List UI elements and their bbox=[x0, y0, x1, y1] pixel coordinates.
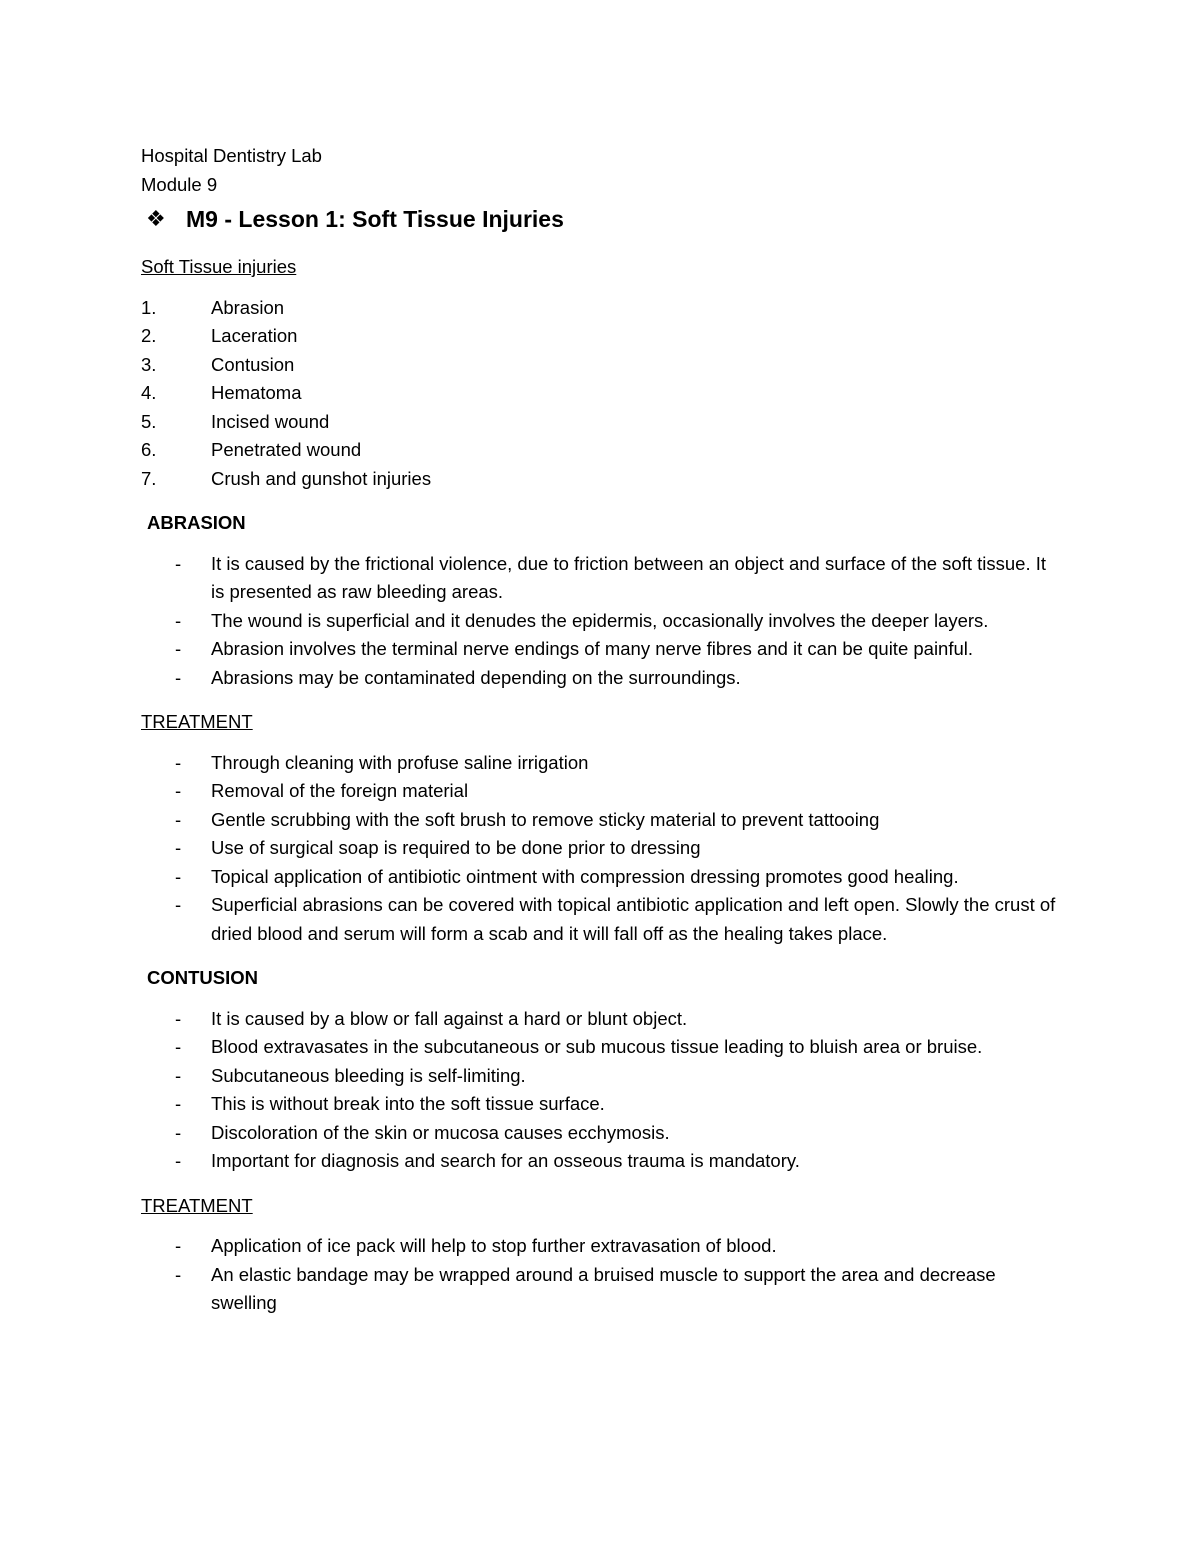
dash-bullet: - bbox=[175, 894, 182, 915]
list-item bbox=[141, 1062, 1061, 1091]
list-item bbox=[141, 1033, 1061, 1062]
course-name: Hospital Dentistry Lab bbox=[141, 145, 322, 166]
dash-bullet: - bbox=[175, 780, 182, 801]
list-item bbox=[141, 891, 1061, 948]
list-item-text: Penetrated wound bbox=[211, 439, 362, 460]
dash-bullet: - bbox=[175, 1036, 182, 1057]
list-item bbox=[141, 408, 1061, 437]
list-item-text: Abrasions may be contaminated depending on the surroundings. bbox=[211, 666, 741, 688]
dash-bullet: - bbox=[175, 666, 182, 688]
list-item bbox=[141, 863, 1061, 892]
contusion-points-list bbox=[141, 1005, 1061, 1176]
list-item-text: An elastic bandage may be wrapped around a bruised muscle to support the area and decrease swelling bbox=[211, 1263, 996, 1313]
dash-bullet: - bbox=[175, 1263, 182, 1285]
list-item-text: Important for diagnosis and search for an osseous trauma is mandatory. bbox=[211, 1150, 800, 1171]
list-number: 5. bbox=[141, 410, 157, 432]
dash-bullet: - bbox=[175, 1007, 182, 1029]
document-page bbox=[141, 142, 1061, 1318]
list-number: 2. bbox=[141, 325, 157, 346]
list-item-text: Incised wound bbox=[211, 410, 330, 432]
list-item-text: Topical application of antibiotic ointment with compression dressing promotes good healing. bbox=[211, 865, 959, 887]
list-item-text: Contusion bbox=[211, 353, 295, 375]
list-item bbox=[141, 1232, 1061, 1261]
list-item-text: Use of surgical soap is required to be done prior to dressing bbox=[211, 837, 701, 858]
list-item bbox=[141, 351, 1061, 380]
lesson-heading bbox=[146, 201, 1061, 237]
injury-type-list bbox=[141, 294, 1061, 494]
list-item-text: Through cleaning with profuse saline irrigation bbox=[211, 751, 589, 773]
dash-bullet: - bbox=[175, 1093, 182, 1114]
contusion-treatment-list bbox=[141, 1232, 1061, 1318]
list-item bbox=[141, 379, 1061, 408]
module-name: Module 9 bbox=[141, 173, 218, 195]
list-item-text: It is caused by a blow or fall against a hard or blunt object. bbox=[211, 1007, 688, 1029]
list-item-text: This is without break into the soft tissue surface. bbox=[211, 1093, 605, 1114]
abrasion-treatment-title: TREATMENT bbox=[141, 711, 253, 732]
dash-bullet: - bbox=[175, 552, 182, 574]
dash-bullet: - bbox=[175, 865, 182, 887]
list-item-text: Abrasion involves the terminal nerve endings of many nerve fibres and it can be quite painful. bbox=[211, 638, 974, 659]
list-item bbox=[141, 322, 1061, 351]
list-item-text: Abrasion bbox=[211, 296, 285, 318]
list-item bbox=[141, 1261, 1061, 1318]
list-item-text: Crush and gunshot injuries bbox=[211, 467, 432, 489]
list-item-text: Discoloration of the skin or mucosa causes ecchymosis. bbox=[211, 1121, 670, 1143]
list-number: 1. bbox=[141, 296, 157, 318]
list-item-text: Superficial abrasions can be covered with topical antibiotic application and left open. Slowly the crust of dried blood and serum will form a scab and it will fall off as the healing takes place. bbox=[211, 894, 1056, 944]
dash-bullet: - bbox=[175, 1121, 182, 1143]
dash-bullet: - bbox=[175, 638, 182, 659]
list-item bbox=[141, 465, 1061, 494]
list-number: 3. bbox=[141, 353, 157, 375]
abrasion-points-list bbox=[141, 550, 1061, 693]
list-item-text: Removal of the foreign material bbox=[211, 780, 469, 801]
soft-tissue-title: Soft Tissue injuries bbox=[141, 256, 297, 277]
list-item bbox=[141, 607, 1061, 636]
dash-bullet: - bbox=[175, 751, 182, 773]
list-item-text: Laceration bbox=[211, 325, 298, 346]
list-item bbox=[141, 436, 1061, 465]
abrasion-treatment-list bbox=[141, 749, 1061, 949]
list-item bbox=[141, 550, 1061, 607]
list-item bbox=[141, 1090, 1061, 1119]
list-item bbox=[141, 806, 1061, 835]
list-item-text: Gentle scrubbing with the soft brush to remove sticky material to prevent tattooing bbox=[211, 808, 880, 830]
dash-bullet: - bbox=[175, 1150, 182, 1171]
dash-bullet: - bbox=[175, 609, 182, 631]
list-number: 4. bbox=[141, 382, 157, 403]
abrasion-title: ABRASION bbox=[147, 512, 246, 533]
list-item bbox=[141, 1005, 1061, 1034]
list-item-text: It is caused by the frictional violence, due to friction between an object and surface of the soft tissue. It is presented as raw bleeding areas. bbox=[211, 552, 1047, 602]
list-item bbox=[141, 294, 1061, 323]
list-item bbox=[141, 1119, 1061, 1148]
list-item bbox=[141, 664, 1061, 693]
diamond-bullet-icon: ❖ bbox=[146, 206, 166, 231]
contusion-treatment-title: TREATMENT bbox=[141, 1194, 253, 1216]
list-item bbox=[141, 635, 1061, 664]
list-item-text: Blood extravasates in the subcutaneous or sub mucous tissue leading to bluish area or bruise. bbox=[211, 1036, 983, 1057]
dash-bullet: - bbox=[175, 808, 182, 830]
list-number: 6. bbox=[141, 439, 157, 460]
list-item bbox=[141, 1147, 1061, 1176]
dash-bullet: - bbox=[175, 1064, 182, 1086]
list-item bbox=[141, 834, 1061, 863]
dash-bullet: - bbox=[175, 837, 182, 858]
lesson-title: M9 - Lesson 1: Soft Tissue Injuries bbox=[186, 206, 564, 232]
list-item-text: The wound is superficial and it denudes the epidermis, occasionally involves the deeper layers. bbox=[211, 609, 989, 631]
dash-bullet: - bbox=[175, 1235, 182, 1256]
list-item bbox=[141, 777, 1061, 806]
list-item-text: Hematoma bbox=[211, 382, 302, 403]
contusion-title: CONTUSION bbox=[147, 967, 258, 988]
list-item-text: Application of ice pack will help to stop further extravasation of blood. bbox=[211, 1235, 777, 1256]
list-item-text: Subcutaneous bleeding is self-limiting. bbox=[211, 1064, 526, 1086]
list-number: 7. bbox=[141, 467, 157, 489]
list-item bbox=[141, 749, 1061, 778]
